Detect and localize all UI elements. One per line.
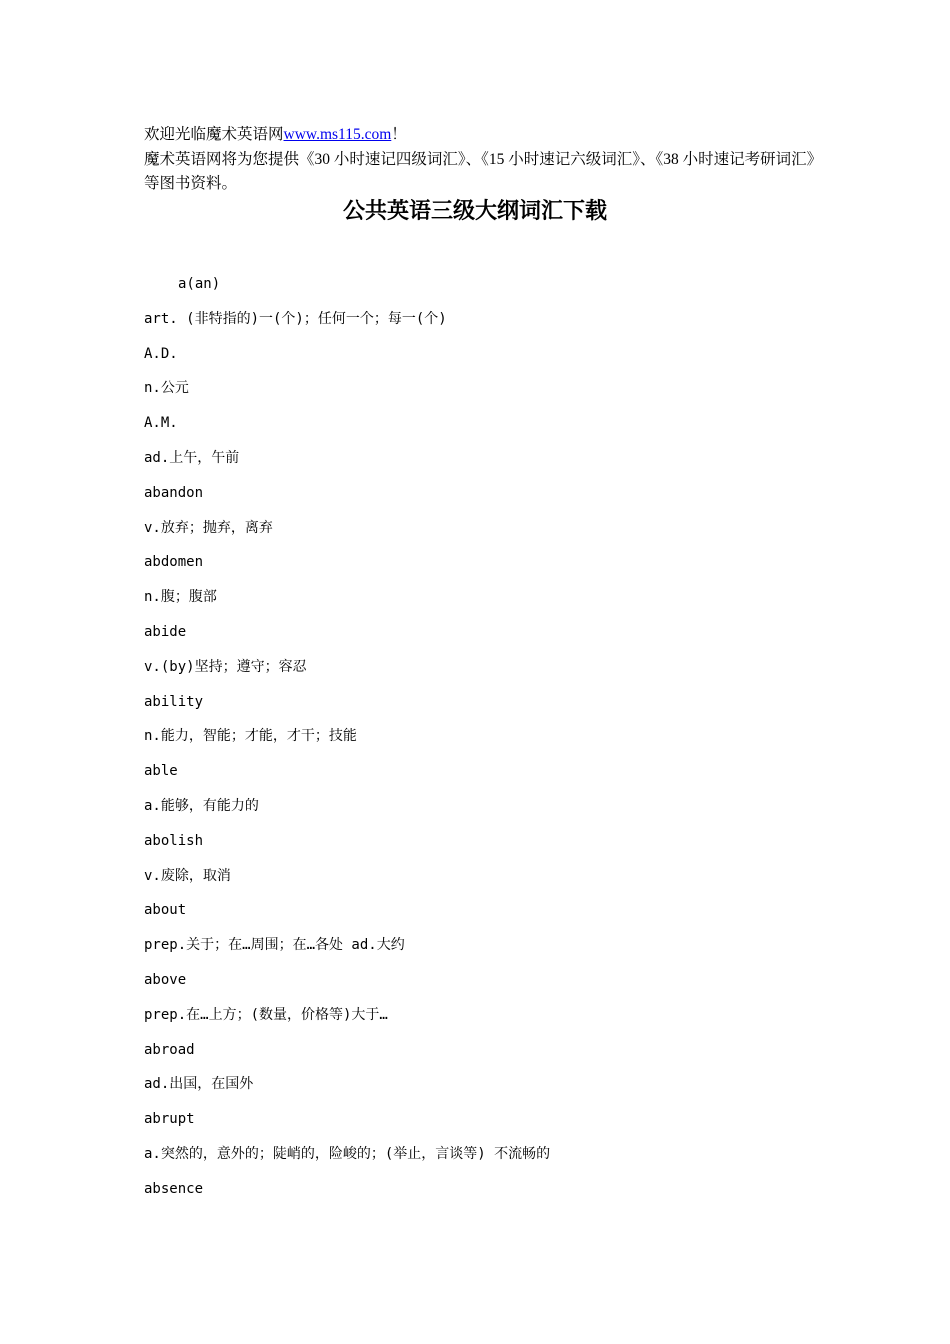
entry-word: about <box>144 902 187 919</box>
entry-definition: v.废除，取消 <box>144 867 231 884</box>
entry-definition: n.腹；腹部 <box>144 589 217 606</box>
entry-definition: v.(by)坚持；遵守；容忍 <box>144 658 307 675</box>
entry-word: abrupt <box>144 1111 195 1128</box>
intro-welcome-line <box>144 123 816 148</box>
entry-word: abolish <box>144 832 204 849</box>
intro-welcome-suffix: ！ <box>391 126 407 143</box>
intro-welcome-text: 欢迎光临魔术英语网 <box>144 126 284 143</box>
entry-word: A.D. <box>144 345 178 362</box>
entry-definition: art. (非特指的)一(个)；任何一个；每一(个) <box>144 310 447 327</box>
entry-word: able <box>144 763 178 780</box>
entry-definition: a.能够，有能力的 <box>144 797 259 814</box>
vocabulary-list <box>144 271 824 1211</box>
entry-definition: prep.在…上方；(数量，价格等)大于… <box>144 1006 388 1023</box>
entry-definition: n.公元 <box>144 380 189 397</box>
entry-word: abandon <box>144 484 204 501</box>
entry-definition: n.能力，智能；才能，才干；技能 <box>144 728 357 745</box>
document-title: 公共英语三级大纲词汇下载 <box>342 199 607 224</box>
entry-word: abdomen <box>144 554 204 571</box>
entry-word: abroad <box>144 1041 195 1058</box>
entry-word: absence <box>144 1180 204 1197</box>
entry-word: above <box>144 971 187 988</box>
entry-word: a(an) <box>178 276 221 292</box>
site-link[interactable]: www.ms115.com <box>283 126 392 143</box>
entry-definition: v.放弃；抛弃，离弃 <box>144 519 273 536</box>
intro-block <box>144 123 816 197</box>
entry-word: A.M. <box>144 415 178 432</box>
entry-definition: a.突然的，意外的；陡峭的，险峻的；(举止，言谈等) 不流畅的 <box>144 1145 551 1162</box>
entry-word: ability <box>144 693 204 710</box>
intro-offer-line: 魔术英语网将为您提供《30 小时速记四级词汇》、《15 小时速记六级词汇》、《38 小时速记考研词汇》等图书资料。 <box>144 150 815 192</box>
entry-word: abide <box>144 623 187 640</box>
entry-definition: prep.关于；在…周围；在…各处 ad.大约 <box>144 937 405 954</box>
entry-definition: ad.上午，午前 <box>144 449 240 466</box>
entry-definition: ad.出国，在国外 <box>144 1076 254 1093</box>
